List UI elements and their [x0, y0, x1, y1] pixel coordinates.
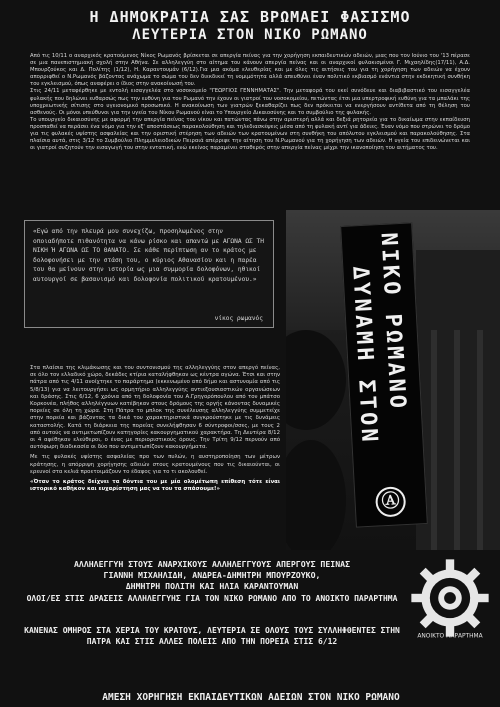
body-quote-text: «Όταν το κράτος δείχνει τα δόντια του με μία ολομέτωπη επίθεση τότε είναι ιστορικό καθήκον και ευχαρίστηση μας να του τα σπάσουμε!»: [30, 479, 280, 493]
intro-paragraph: Το υπουργείο δικαιοσύνης με αφορμή την απεργία πείνας του νίκου και πατώντας πάνω στην αριστερή αλλά και δεξιά ρητορεία για το δικαίωμα στην εκπαίδευση προσπαθεί να περάσει ένα νόμο για την εξ' αποστάσεως παρακολούθηση και τηλεδιασκέψεις μέσα από τη φυλακή αντί για άδειες. Έναν νόμο που στρώνει το δρόμο για τις φυλακές υψίστης ασφαλείας και την οριστική στέρηση των αδειών των κρατουμένων στη συνθήκη του απόλυτου εγκλεισμού και παρακολούθησης. Στα πλαίσια αυτά, στις 3/12 το Συμβούλιο Πλημμελειοδικών Πειραιά απέρριψε την αίτηση του Ν.Ρωμανού για τη χορήγηση των αδειών. Η υγεία του επιδεινώνεται και οι γιατροί συζητούν την εισαγωγή του στην εντατική, ενώ εκείνος παραμένει σταθερός στην απεργία πείνας μέχρι την ικανοποίηση του αιτήματος του.: [30, 116, 470, 152]
intro-text: [30, 53, 470, 152]
quote-box: [24, 220, 274, 328]
photo-tree: [286, 440, 346, 550]
body-paragraph: Στα πλαίσια της κλιμάκωσης και του συντονισμού της αλληλεγγύης στον απεργό πείνας, σε όλο τον ελλαδικό χώρο, δεκάδες κτίρια καταλήφθηκαν ως κέντρα αγώνα. Έτσι και στην πάτρα από τις 4/11 ανοίχτηκε το παράρτημα (εκκενωμένο από δήμο και αστυνομία από τις 5/8/13) για να λειτουργήσει ως ορμητήριο αλληλεγγύης αντιεξουσιαστικών οργανώσεων και δράσης. Στις 6/12, 6 χρόνια από τη δολοφονία του Α.Γρηγορόπουλου από τον μπάτσο Κορκονέα, πλήθος αλληλέγγυων κατέβηκαν στους δρόμους της οργής κάνοντας δυναμικές πορείες σε όλη τη χώρα. Στη Πάτρα το μπλοκ της συνέλευσης αλληλεγγύης συμμετείχε στην πορεία και βάζοντας τα δικά του χαρακτηριστικά συγκρούστηκε με τις δυνάμεις καταστολής. Κατά τη διάρκεια της πορείας συνελήφθησαν 6 σύντροφοι/σσες, με τους 2 από αυτούς να αντιμετωπίζουν κατηγορίες κακουργηματικού χαρακτήρα. Τη Δευτέρα 8/12 οι 4 αφέθηκαν ελεύθεροι, ο ένας με περιοριστικούς όρους. Την Τρίτη 9/12 περνούν από αυτόφωρη διαδικασία οι δύο που αντιμετωπίζουν κακουργήματα.: [30, 365, 280, 451]
protest-photo: [286, 210, 500, 550]
slogan-solidarity: [22, 559, 402, 592]
photo-tree: [286, 330, 346, 430]
body-text: [30, 365, 280, 496]
gear-logo-icon: [408, 556, 492, 640]
slogan-line: ΔΗΜΗΤΡΗ ΠΟΛΙΤΗ ΚΑΙ ΗΛΙΑ ΚΑΡΑΝΤΟΥΜΑΝ: [125, 581, 299, 591]
subheadline: ΛΕΥΤΕΡΙΑ ΣΤΟΝ ΝΙΚΟ ΡΩΜΑΝΟ: [132, 27, 368, 43]
slogan-demand: ΑΜΕΣΗ ΧΟΡΗΓΗΣΗ ΕΚΠΑΙΔΕΥΤΙΚΩΝ ΑΔΕΙΩΝ ΣΤΟΝ ΝΙΚΟ ΡΩΜΑΝΟ: [102, 692, 400, 703]
photo-column: [431, 330, 437, 550]
banner-text-left: ΔΥΝΑΜΗ ΣΤΟΝ: [347, 265, 382, 446]
slogan-actions: ΟΛΟΙ/ΕΣ ΣΤΙΣ ΔΡΑΣΕΙΣ ΑΛΛΗΛΕΓΓΥΗΣ ΓΙΑ ΤΟΝ ΝΙΚΟ ΡΩΜΑΝΟ ΑΠΟ ΤΟ ΑΝΟΙΚΤΟ ΠΑΡΑΡΤΗΜΑ: [26, 594, 398, 603]
quote-text: «Εγώ από την πλευρά μου συνεχίζω, προσηλωμένος στην οποιαδήποτε πιθανότητα να κάνω ρίσκο και απαντώ με ΑΓΩΝΑ ΩΣ ΤΗ ΝΙΚΗ Ή ΑΓΩΝΑ ΩΣ ΤΟ ΘΑΝΑΤΟ. Σε κάθε περίπτωση αν το κράτος με δολοφονήσει με την στάση του, ο κύριος Αθανασίου και η παρέα του θα μείνουν στην ιστορία ως μια συμμορία δολοφόνων, ηθικοί αυτουργοί σε βασανισμό και δολοφονία πολιτικού κρατουμένου.»: [33, 228, 264, 283]
slogan-hostages: ΚΑΝΕΝΑΣ ΟΜΗΡΟΣ ΣΤΑ ΧΕΡΙΑ ΤΟΥ ΚΡΑΤΟΥΣ, ΛΕΥΤΕΡΙΑ ΣΕ ΟΛΟΥΣ ΤΟΥΣ ΣΥΛΛΗΦΘΕΝΤΕΣ ΣΤΗΝ ΠΑΤΡΑ ΚΑΙ ΣΤΙΣ ΑΛΛΕΣ ΠΟΛΕΙΣ ΑΠΟ ΤΗΝ ΠΟΡΕΙΑ ΣΤΙΣ 6/12: [24, 626, 400, 646]
intro-paragraph: Στις 24/11 μεταφέρθηκε με εντολή εισαγγελέα στο νοσοκομείο "ΓΕΩΡΓΙΟΣ ΓΕΝΝΗΜΑΤΑΣ". Την μεταφορά του εκεί συνόδευε και διαβιβαστικό του εισαγγελέα φυλακής που δηλώνει ευθαρσώς πως την ευθύνη για τον Ρωμανό την έχουν οι γιατροί του νοσοκομείου, πετώντας έτσι μια υπερτροφική ευθύνη για τα μπαλάκι της υποχρεωτικής σίτισης στο υγειονομικό προσωπικό. Η ανακοίνωση των γιατρών ξεκαθαρίζει πως δεν πρόκειται να ενεργήσουν αντίθετα από τη θέληση του ασθενούς. Οι μόνοι υπεύθυνοι για την υγεία του Νίκου Ρωμανού είναι το Υπουργείο Δικαιοσύνης και το συμβούλιο της φυλακής.: [30, 88, 470, 116]
photo-column: [477, 330, 483, 550]
body-paragraph: Με τις φυλακές υψίστης ασφαλείας προ των πυλών, η αυστηροποίηση των μέτρων κράτησης, η απόρριψη χορήγησης αδειών στους κρατουμένους που τις δικαιούνται, οι ερευνοί στα κελιά προετοιμάζουν το έδαφος για το τι ακολουθεί.: [30, 454, 280, 475]
slogan-line: ΓΙΑΝΝΗ ΜΙΧΑΗΛΙΔΗ, ΑΝΔΡΕΑ-ΔΗΜΗΤΡΗ ΜΠΟΥΡΖΟΥΚΟ,: [103, 570, 321, 580]
quote-signature: νίκος ρωμανός: [214, 314, 263, 322]
logo-caption: ΑΝΟΙΚΤΟ ΠΑΡΑΡΤΗΜΑ: [417, 633, 483, 640]
anarchy-symbol-icon: Ⓐ: [375, 486, 407, 518]
intro-paragraph: Από τις 10/11 ο αναρχικός κρατούμενος Νίκος Ρωμανός βρίσκεται σε απεργία πείνας για την χορήγηση εκπαιδευτικών αδειών, μιας που τον Ιούνιο του '13 πέρασε σε μια πανεπιστημιακή σχολή στην Αθήνα. Σε αλληλεγγύη στο αίτημα του κάνουν απεργία πείνας και οι αναρχικοί φυλακισμένοι Γ. Μιχαηλίδης(17/11), Α.Δ. Μπουρζούκος και Δ. Πολίτης (1/12), Η. Καραντουμάν (6/12).Για μια ακόμα ελευθερίας και με όλες τις αιτήσεις του για τη χορήγηση των αδειών να έχουν απορριφθεί ο Ν.Ρωμανός βάζοντας ανάχωμα το σώμα του δεν διεκδικεί τη νομιμότητα αλλά απευθύνει έναν πολιτικό εκβιασμό ενάντια στην εκδικητική συνθήκη του εγκλεισμού, όπως αναφέρει ο ίδιος στην ανακοίνωσή του.: [30, 53, 470, 88]
banner-text-right: ΝΙΚΟ ΡΩΜΑΝΟ: [375, 231, 410, 412]
slogan-line: ΑΛΛΗΛΕΓΓΥΗ ΣΤΟΥΣ ΑΝΑΡΧΙΚΟΥΣ ΑΛΛΗΛΕΓΓΥΟΥΣ ΑΠΕΡΓΟΥΣ ΠΕΙΝΑΣ: [73, 559, 351, 569]
photo-column: [454, 330, 460, 550]
body-quote: [30, 479, 280, 493]
headline: Η ΔΗΜΟΚΡΑΤΙΑ ΣΑΣ ΒΡΩΜΑΕΙ ΦΑΣΙΣΜΟ: [89, 8, 411, 26]
